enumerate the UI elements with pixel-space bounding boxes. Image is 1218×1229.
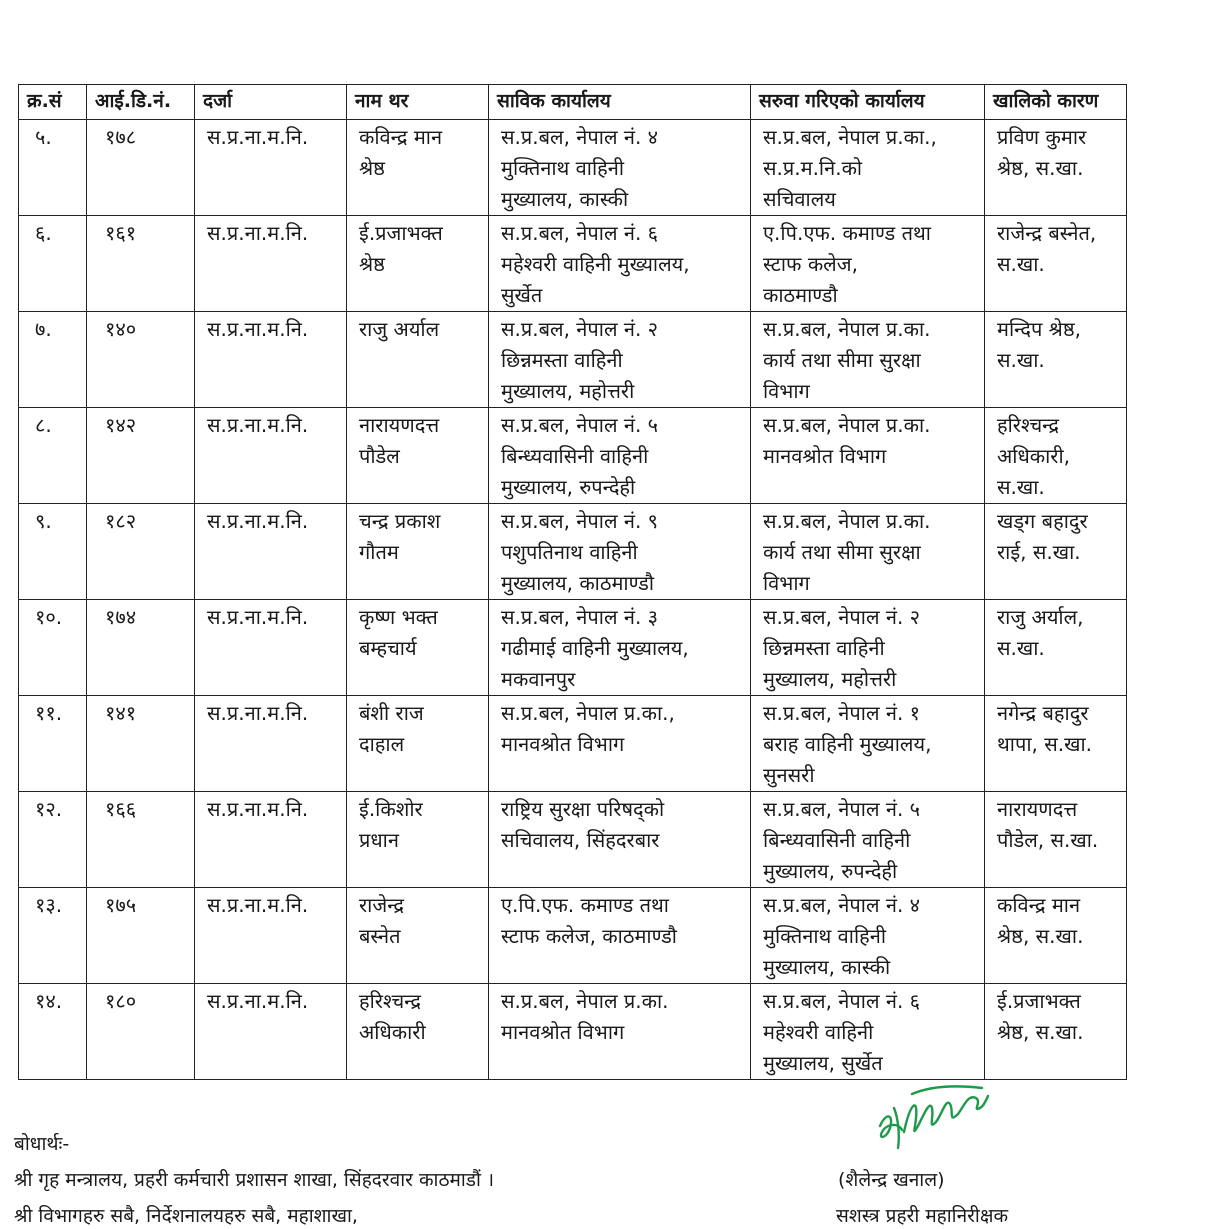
cell-name [347,696,489,792]
cell-vacancy-reason-text: राजु अर्याल, स.खा. [997,605,1084,660]
cell-name [347,888,489,984]
cell-id-text: १४२ [105,413,137,437]
cell-rank [195,888,347,984]
cell-old-office [489,888,751,984]
cell-vacancy-reason [985,504,1127,600]
cell-serial-text: ७. [35,317,52,341]
cell-id-text: १४० [105,317,137,341]
header-name: नाम थर [347,85,489,120]
cell-new-office-text: स.प्र.बल, नेपाल प्र.का. कार्य तथा सीमा सुरक्षा विभाग [763,317,931,403]
cell-new-office [751,600,985,696]
cell-vacancy-reason-text: राजेन्द्र बस्नेत, स.खा. [997,221,1097,276]
cell-new-office-text: स.प्र.बल, नेपाल नं. ४ मुक्तिनाथ वाहिनी मुख्यालय, कास्की [763,893,921,979]
signer-title: सशस्त्र प्रहरी महानिरीक्षक [836,1205,1009,1227]
cell-serial-text: १२. [35,797,63,821]
cell-name [347,408,489,504]
cell-id [87,216,195,312]
cell-rank [195,600,347,696]
table-row [19,408,1127,504]
cell-old-office [489,792,751,888]
cell-serial-text: ११. [35,701,63,725]
header-new-office: सरुवा गरिएको कार्यालय [751,85,985,120]
handwritten-signature [872,1078,992,1156]
document-footer [0,1120,1218,1229]
cell-name [347,984,489,1080]
cell-rank [195,696,347,792]
cell-name-text: बंशी राज दाहाल [359,701,424,756]
cell-name-text: नारायणदत्त पौडेल [359,413,440,468]
cell-new-office [751,504,985,600]
cell-rank-text: स.प्र.ना.म.नि. [207,893,309,917]
cell-new-office [751,216,985,312]
cell-serial-text: १०. [35,605,63,629]
cell-vacancy-reason [985,984,1127,1080]
table-row [19,312,1127,408]
cell-old-office-text: स.प्र.बल, नेपाल नं. ६ महेश्वरी वाहिनी मुख्यालय, सुर्खेत [501,221,690,307]
cell-rank [195,312,347,408]
table-row [19,984,1127,1080]
cell-id [87,984,195,1080]
cell-name-text: चन्द्र प्रकाश गौतम [359,509,441,564]
cell-old-office-text: ए.पि.एफ. कमाण्ड तथा स्टाफ कलेज, काठमाण्डौ [501,893,677,948]
cell-rank [195,408,347,504]
header-old-office: साविक कार्यालय [489,85,751,120]
cell-rank-text: स.प्र.ना.म.नि. [207,317,309,341]
table-row [19,120,1127,216]
cell-id [87,600,195,696]
cell-vacancy-reason-text: ई.प्रजाभक्त श्रेष्ठ, स.खा. [997,989,1084,1044]
cell-serial [19,216,87,312]
cell-name-text: ई.किशोर प्रधान [359,797,423,852]
cell-vacancy-reason-text: खड्ग बहादुर राई, स.खा. [997,509,1088,564]
header-serial: क्र.सं [19,85,87,120]
cell-serial [19,504,87,600]
cell-name-text: कविन्द्र मान श्रेष्ठ [359,125,443,180]
cell-serial [19,984,87,1080]
transfer-table [18,84,1127,1080]
cell-vacancy-reason-text: कविन्द्र मान श्रेष्ठ, स.खा. [997,893,1084,948]
cell-rank-text: स.प्र.ना.म.नि. [207,221,309,245]
cell-serial [19,792,87,888]
cell-name [347,120,489,216]
cell-serial [19,408,87,504]
cc-line: श्री गृह मन्त्रालय, प्रहरी कर्मचारी प्रशासन शाखा, सिंहदरवार काठमाडौं । [14,1169,495,1191]
cell-vacancy-reason [985,600,1127,696]
cell-vacancy-reason-text: हरिश्चन्द्र अधिकारी, स.खा. [997,413,1071,499]
cell-vacancy-reason [985,216,1127,312]
cell-id-text: १४१ [105,701,137,725]
cell-serial-text: ६. [35,221,52,245]
cell-name [347,504,489,600]
cell-id-text: १६१ [105,221,137,245]
cell-new-office [751,888,985,984]
cell-serial-text: ८. [35,413,52,437]
header-id: आई.डि.नं. [87,85,195,120]
cell-vacancy-reason-text: नारायणदत्त पौडेल, स.खा. [997,797,1099,852]
cell-rank [195,504,347,600]
cell-rank [195,984,347,1080]
cell-old-office-text: स.प्र.बल, नेपाल नं. ९ पशुपतिनाथ वाहिनी मुख्यालय, काठमाण्डौ [501,509,659,595]
table-row [19,696,1127,792]
cell-vacancy-reason [985,120,1127,216]
cell-old-office-text: स.प्र.बल, नेपाल प्र.का., मानवश्रोत विभाग [501,701,675,756]
cell-serial [19,600,87,696]
cell-name [347,792,489,888]
cell-rank-text: स.प्र.ना.म.नि. [207,125,309,149]
cc-line: श्री विभागहरु सबै, निर्देशनालयहरु सबै, महाशाखा, [14,1205,358,1227]
cell-vacancy-reason-text: प्रविण कुमार श्रेष्ठ, स.खा. [997,125,1087,180]
cell-id-text: १७४ [105,605,137,629]
cell-vacancy-reason [985,696,1127,792]
cell-new-office-text: स.प्र.बल, नेपाल नं. ६ महेश्वरी वाहिनी मुख्यालय, सुर्खेत [763,989,921,1075]
cell-name-text: हरिश्चन्द्र अधिकारी [359,989,426,1044]
cell-old-office-text: स.प्र.बल, नेपाल नं. ५ बिन्ध्यवासिनी वाहिनी मुख्यालय, रुपन्देही [501,413,659,499]
cell-name-text: कृष्ण भक्त बम्हचार्य [359,605,438,660]
cell-old-office-text: स.प्र.बल, नेपाल प्र.का. मानवश्रोत विभाग [501,989,669,1044]
cell-id [87,504,195,600]
cell-name-text: ई.प्रजाभक्त श्रेष्ठ [359,221,443,276]
table-row [19,888,1127,984]
cell-serial [19,312,87,408]
table-row [19,216,1127,312]
cell-name-text: राजेन्द्र बस्नेत [359,893,404,948]
header-vacancy-reason: खालिको कारण [985,85,1127,120]
cell-old-office [489,408,751,504]
bodharth-label: बोधार्थः- [14,1133,70,1155]
table-row [19,504,1127,600]
cell-new-office-text: स.प्र.बल, नेपाल प्र.का., स.प्र.म.नि.को सचिवालय [763,125,937,211]
cell-id [87,120,195,216]
cell-vacancy-reason-text: नगेन्द्र बहादुर थापा, स.खा. [997,701,1092,756]
cell-serial [19,120,87,216]
cell-new-office-text: स.प्र.बल, नेपाल नं. ५ बिन्ध्यवासिनी वाहिनी मुख्यालय, रुपन्देही [763,797,921,883]
cell-serial [19,696,87,792]
cell-id [87,312,195,408]
table-body [19,120,1127,1080]
cell-serial-text: १३. [35,893,63,917]
cell-new-office-text: स.प्र.बल, नेपाल प्र.का. मानवश्रोत विभाग [763,413,931,468]
cell-new-office-text: स.प्र.बल, नेपाल नं. २ छिन्नमस्ता वाहिनी मुख्यालय, महोत्तरी [763,605,921,691]
cell-new-office [751,792,985,888]
cell-id-text: १८० [105,989,137,1013]
cell-id-text: १७८ [105,125,137,149]
cell-name [347,600,489,696]
cell-id-text: १७५ [105,893,137,917]
header-rank: दर्जा [195,85,347,120]
table-row [19,792,1127,888]
cell-vacancy-reason [985,312,1127,408]
cell-old-office [489,504,751,600]
cell-vacancy-reason [985,408,1127,504]
cell-rank-text: स.प्र.ना.म.नि. [207,989,309,1013]
table-header-row [19,85,1127,120]
cell-id-text: १८२ [105,509,137,533]
cell-rank [195,792,347,888]
cell-new-office-text: ए.पि.एफ. कमाण्ड तथा स्टाफ कलेज, काठमाण्डौ [763,221,931,307]
cell-vacancy-reason-text: मन्दिप श्रेष्ठ, स.खा. [997,317,1081,372]
cell-old-office [489,120,751,216]
cell-old-office [489,312,751,408]
cell-new-office [751,696,985,792]
cell-name-text: राजु अर्याल [359,317,440,341]
cell-old-office [489,600,751,696]
cell-old-office-text: राष्ट्रिय सुरक्षा परिषद्को सचिवालय, सिंहदरबार [501,797,665,852]
cell-id [87,792,195,888]
cell-new-office [751,984,985,1080]
cell-new-office [751,120,985,216]
cell-serial-text: ५. [35,125,52,149]
cell-serial-text: १४. [35,989,63,1013]
cell-id [87,408,195,504]
cell-vacancy-reason [985,792,1127,888]
cell-rank-text: स.प्र.ना.म.नि. [207,413,309,437]
cell-rank-text: स.प्र.ना.म.नि. [207,797,309,821]
cell-old-office-text: स.प्र.बल, नेपाल नं. ३ गढीमाई वाहिनी मुख्यालय, मकवानपुर [501,605,689,691]
cell-rank-text: स.प्र.ना.म.नि. [207,605,309,629]
cell-serial-text: ९. [35,509,52,533]
cell-new-office-text: स.प्र.बल, नेपाल नं. १ बराह वाहिनी मुख्यालय, सुनसरी [763,701,932,787]
cell-name [347,312,489,408]
cell-vacancy-reason [985,888,1127,984]
cell-new-office-text: स.प्र.बल, नेपाल प्र.का. कार्य तथा सीमा सुरक्षा विभाग [763,509,931,595]
cell-id [87,696,195,792]
cell-old-office [489,696,751,792]
cell-id [87,888,195,984]
signer-name: (शैलेन्द्र खनाल) [838,1169,945,1191]
cell-new-office [751,408,985,504]
cell-name [347,216,489,312]
cell-old-office-text: स.प्र.बल, नेपाल नं. ४ मुक्तिनाथ वाहिनी मुख्यालय, कास्की [501,125,659,211]
cell-rank [195,120,347,216]
table-row [19,600,1127,696]
cell-rank-text: स.प्र.ना.म.नि. [207,509,309,533]
cell-old-office [489,216,751,312]
cell-old-office-text: स.प्र.बल, नेपाल नं. २ छिन्नमस्ता वाहिनी मुख्यालय, महोत्तरी [501,317,659,403]
cell-serial [19,888,87,984]
cell-old-office [489,984,751,1080]
cell-rank-text: स.प्र.ना.म.नि. [207,701,309,725]
cell-new-office [751,312,985,408]
cell-rank [195,216,347,312]
cell-id-text: १६६ [105,797,137,821]
